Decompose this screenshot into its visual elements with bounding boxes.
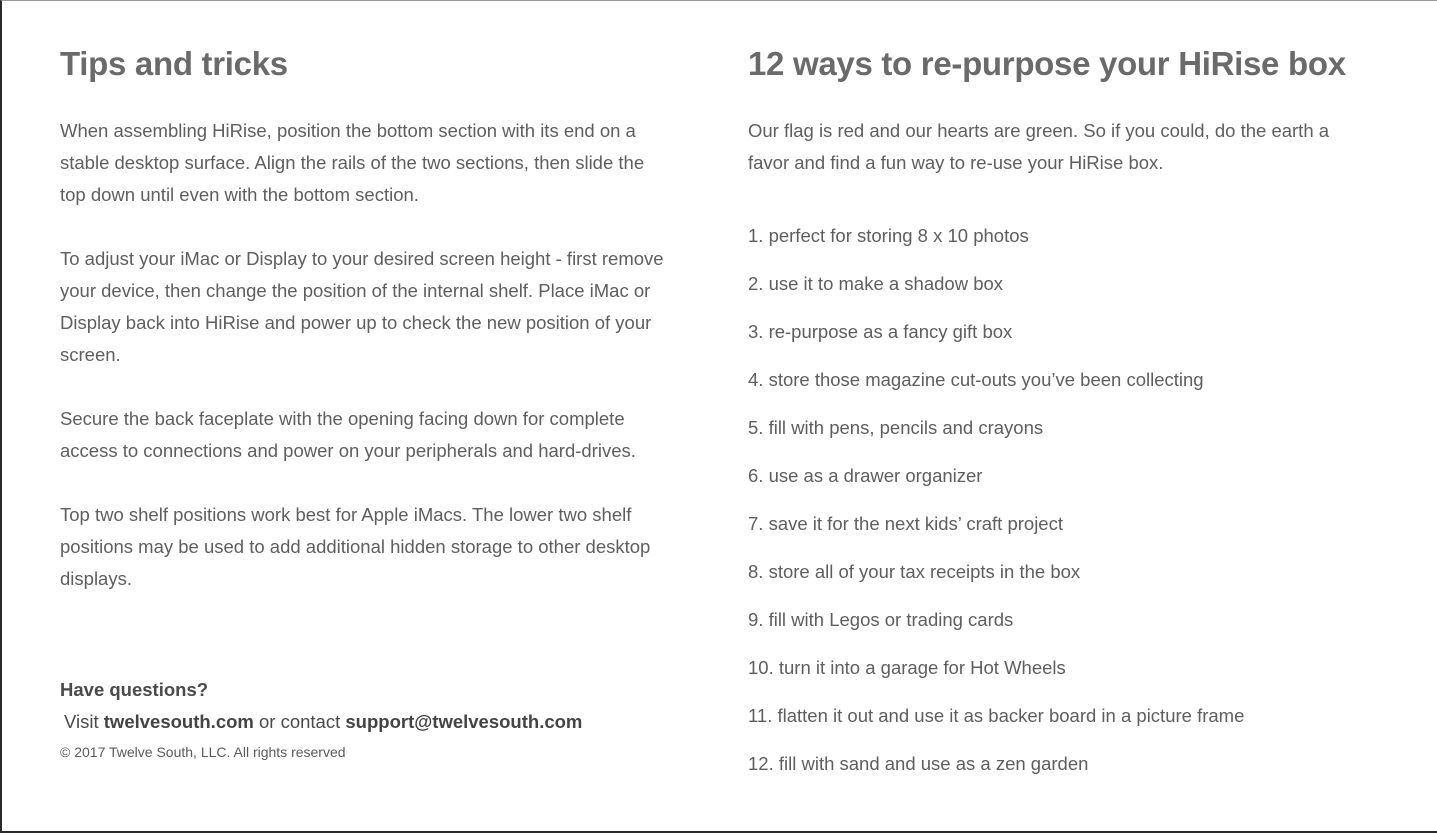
repurpose-title: 12 ways to re-purpose your HiRise box [748,45,1346,82]
list-item: 5. fill with pens, pencils and crayons [748,417,1044,438]
website-link[interactable]: twelvesouth.com [103,711,254,732]
tips-paragraph: Secure the back faceplate with the opening facing down for complete access to connections and power on your peripherals and hard-drives. [60,408,636,461]
contact-block [60,674,582,738]
questions-heading: Have questions? [60,679,209,700]
tips-title: Tips and tricks [60,45,288,82]
tips-paragraph: When assembling HiRise, position the bottom section with its end on a stable desktop surface. Align the rails of the two sections, then slide the top down until even with the bottom section. [60,120,645,205]
repurpose-intro: Our flag is red and our hearts are green. So if you could, do the earth a favor and find a fun way to re-use your HiRise box. [748,120,1330,173]
tips-section [60,40,680,760]
list-item: 4. store those magazine cut-outs you’ve been collecting [748,369,1204,390]
tips-paragraph: To adjust your iMac or Display to your desired screen height - first remove your device, then change the position of the internal shelf. Place iMac or Display back into HiRise and power up to check the new position of your screen. [60,248,664,365]
list-item: 3. re-purpose as a fancy gift box [748,321,1013,342]
contact-label: or contact [259,711,341,732]
list-item: 1. perfect for storing 8 x 10 photos [748,225,1029,246]
list-item: 2. use it to make a shadow box [748,273,1004,294]
list-item: 9. fill with Legos or trading cards [748,609,1014,630]
contact-line [60,706,582,738]
repurpose-section [748,40,1388,774]
list-item: 11. flatten it out and use it as backer board in a picture frame [748,705,1245,726]
list-item: 10. turn it into a garage for Hot Wheels [748,657,1066,678]
list-item: 12. fill with sand and use as a zen garden [748,753,1089,774]
list-item: 6. use as a drawer organizer [748,465,983,486]
tips-paragraph: Top two shelf positions work best for Apple iMacs. The lower two shelf positions may be used to add additional hidden storage to other desktop displays. [60,504,651,589]
copyright-notice: © 2017 Twelve South, LLC. All rights reserved [60,744,346,760]
repurpose-list [748,212,1244,788]
list-item: 7. save it for the next kids’ craft project [748,513,1063,534]
visit-label: Visit [64,711,99,732]
support-email-link[interactable]: support@twelvesouth.com [345,711,583,732]
list-item: 8. store all of your tax receipts in the box [748,561,1081,582]
